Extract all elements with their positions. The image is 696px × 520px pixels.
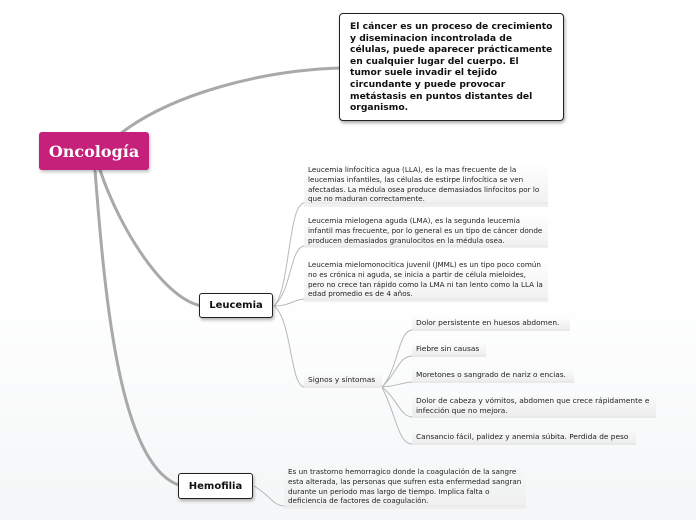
symptom-item-text: Cansancio fácil, palidez y anemia súbita. Perdida de peso <box>416 432 629 441</box>
root-topic-label: Oncología <box>48 141 140 161</box>
symptom-item[interactable] <box>412 316 570 331</box>
definition-text: El cáncer es un proceso de crecimiento y diseminacion incontrolada de células, puede aparecer prácticamente en cualquier lugar del cuerpo. El tumor suele invadir el tejido circundante y puede provocar metástasis en puntos distantes del organismo. <box>350 21 553 114</box>
subtopic-jmml[interactable] <box>304 258 548 302</box>
subtopic-lma[interactable] <box>304 214 548 248</box>
subtopic-lma-text: Leucemia mielogena aguda (LMA), es la segunda leucemia infantil mas frecuente, por lo general es un tipo de cáncer donde producen demasiados granulocitos en la médula osea. <box>308 216 543 245</box>
hemofilia-description-text: Es un trastorno hemorragico donde la coagulación de la sangre esta alterada, las personas que sufren esta enfermedad sangran durante un periodo mas largo de tiempo. Implica falta o deficiencia de factores de coagulación. <box>288 467 522 506</box>
hemofilia-description[interactable] <box>284 465 526 509</box>
link-root-hemofilia <box>95 170 182 486</box>
symptom-item-text: Moretones o sangrado de nariz o encias. <box>416 370 566 379</box>
topic-hemofilia[interactable] <box>178 473 253 499</box>
topic-leucemia[interactable] <box>199 293 273 318</box>
symptom-item-text: Dolor persistente en huesos abdomen. <box>416 318 560 327</box>
link-root-definition <box>120 68 342 134</box>
subtopic-signos-label: Signos y síntomas <box>308 375 376 384</box>
symptom-item[interactable] <box>412 368 574 383</box>
symptom-item[interactable] <box>412 394 656 418</box>
subtopic-signos-sintomas[interactable] <box>304 373 382 388</box>
link-root-leucemia <box>100 170 202 306</box>
subtopic-lla-text: Leucemia linfocítica agua (LLA), es la mas frecuente de la leucemias infantiles, las células de estirpe linfocítica se ven afectadas. La médula osea produce demasiados linfocitos por lo que no maduran correctamente. <box>308 165 540 204</box>
symptom-item-text: Dolor de cabeza y vómitos, abdomen que crece rápidamente e infección que no mejora. <box>416 396 650 415</box>
topic-leucemia-label: Leucemia <box>209 300 263 311</box>
link-signos-3 <box>382 382 574 387</box>
root-topic-oncologia[interactable] <box>39 132 149 170</box>
symptom-item[interactable] <box>412 430 636 445</box>
subtopic-lla[interactable] <box>304 163 548 207</box>
subtopic-jmml-text: Leucemia mielomonocitica juvenil (JMML) es un tipo poco común no es crónica ni aguda, se inicia a partir de célula mieloides, pero no crece tan rápido como la LMA ni tan lento como la LLA la edad promedio es de 4 años. <box>308 260 543 299</box>
symptom-item-text: Fiebre sin causas <box>416 344 480 353</box>
topic-hemofilia-label: Hemofilia <box>188 480 243 492</box>
definition-callout[interactable] <box>339 13 564 121</box>
symptom-item[interactable] <box>412 342 486 357</box>
